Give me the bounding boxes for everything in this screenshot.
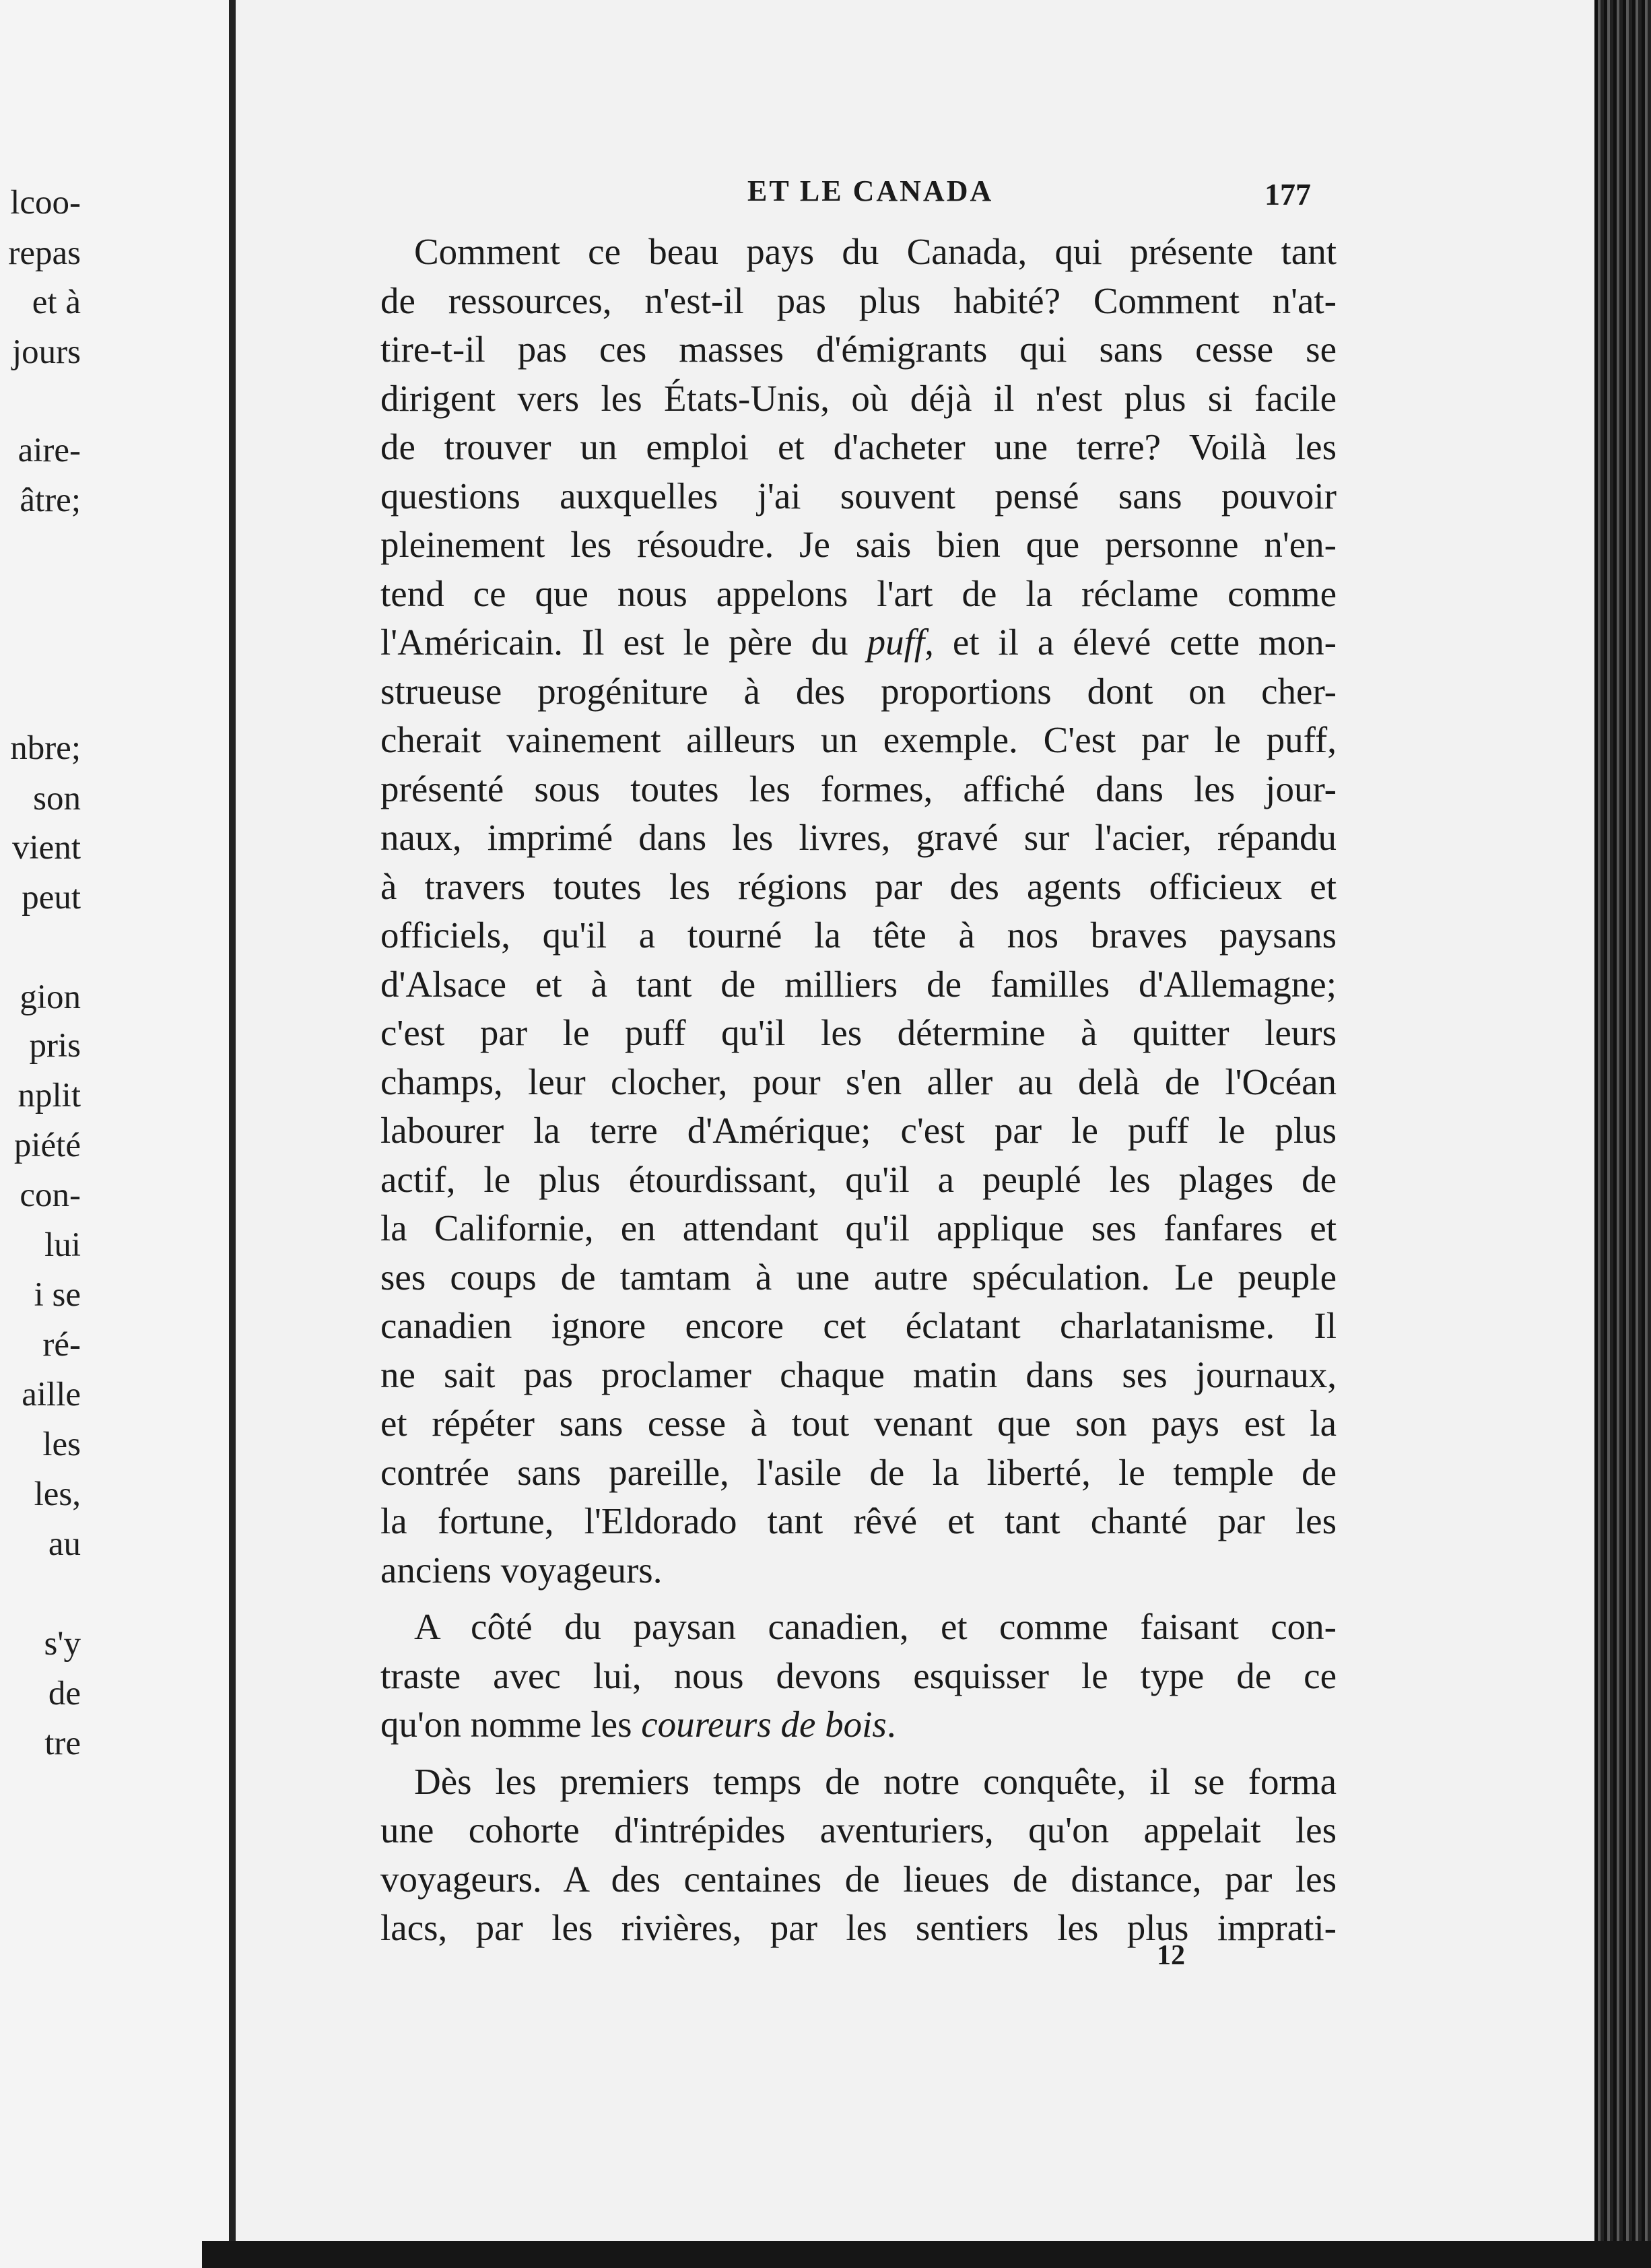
left-page-line: son bbox=[33, 780, 81, 818]
left-page-line: con- bbox=[20, 1176, 81, 1214]
left-page-line: et à bbox=[32, 284, 81, 321]
text-line: naux, imprimé dans les livres, gravé sur l'acier, répandu bbox=[380, 817, 1337, 858]
text-line: ses coups de tamtam à une autre spéculation. Le peuple bbox=[380, 1256, 1337, 1298]
text-line: c'est par le puff qu'il les détermine à quitter leurs bbox=[380, 1012, 1337, 1053]
left-page-line: jours bbox=[12, 333, 81, 371]
left-page-line: lui bbox=[44, 1226, 81, 1264]
text-line bbox=[380, 1700, 1337, 1749]
left-page-line: de bbox=[48, 1675, 81, 1712]
text-line: de trouver un emploi et d'acheter une terre? Voilà les bbox=[380, 426, 1337, 467]
text-line: questions auxquelles j'ai souvent pensé sans pouvoir bbox=[380, 475, 1337, 516]
facing-page-fragment bbox=[0, 0, 234, 2268]
paragraph-gap bbox=[380, 1595, 1337, 1603]
text-line: à travers toutes les régions par des agents officieux et bbox=[380, 865, 1337, 907]
text-run: qu'on nomme les bbox=[380, 1704, 642, 1745]
left-page-line: ré- bbox=[42, 1326, 81, 1364]
text-line: Comment ce beau pays du Canada, qui présente tant bbox=[414, 231, 1337, 272]
text-line: contrée sans pareille, l'asile de la liberté, le temple de bbox=[380, 1451, 1337, 1493]
left-page-line: aire- bbox=[18, 432, 81, 469]
text-line: de ressources, n'est-il pas plus habité? Comment n'at- bbox=[380, 279, 1337, 321]
running-head: ET LE CANADA bbox=[747, 174, 994, 207]
left-page-line: s'y bbox=[44, 1625, 81, 1663]
left-page-line: repas bbox=[8, 234, 81, 272]
body-text bbox=[380, 228, 1337, 1953]
page-stack-edge bbox=[1594, 0, 1651, 2268]
text-run: et il a élevé cette mon- bbox=[933, 622, 1337, 663]
signature-mark: 12 bbox=[1157, 1940, 1185, 1971]
italic-phrase: coureurs de bois bbox=[641, 1704, 887, 1745]
text-line: traste avec lui, nous devons esquisser le type de ce bbox=[380, 1655, 1337, 1696]
text-line: actif, le plus étourdissant, qu'il a peuplé les plages de bbox=[380, 1158, 1337, 1200]
italic-word: puff, bbox=[867, 622, 934, 663]
text-line: champs, leur clocher, pour s'en aller au delà de l'Océan bbox=[380, 1061, 1337, 1102]
left-page-line: vient bbox=[12, 829, 81, 867]
text-line: anciens voyageurs. bbox=[380, 1549, 663, 1591]
text-line: d'Alsace et à tant de milliers de familles d'Allemagne; bbox=[380, 963, 1337, 1005]
left-page-line: nplit bbox=[18, 1077, 81, 1114]
scan-bottom-edge bbox=[202, 2241, 1651, 2268]
text-line: présenté sous toutes les formes, affiché dans les jour- bbox=[380, 768, 1337, 809]
text-line: et répéter sans cesse à tout venant que son pays est la bbox=[380, 1403, 1337, 1444]
text-run: . bbox=[886, 1704, 896, 1745]
text-line: labourer la terre d'Amérique; c'est par le puff le plus bbox=[380, 1110, 1337, 1151]
page-number: 177 bbox=[1265, 177, 1311, 211]
paragraph-gap bbox=[380, 1749, 1337, 1758]
left-page-line: nbre; bbox=[10, 729, 81, 767]
text-line: ne sait pas proclamer chaque matin dans ses journaux, bbox=[380, 1354, 1337, 1395]
text-line: tend ce que nous appelons l'art de la réclame comme bbox=[380, 572, 1337, 614]
text-line: la Californie, en attendant qu'il applique ses fanfares et bbox=[380, 1207, 1337, 1248]
left-page-line: peut bbox=[22, 879, 81, 916]
left-page-line: les bbox=[42, 1426, 81, 1463]
text-line: pleinement les résoudre. Je sais bien que personne n'en- bbox=[380, 524, 1337, 565]
text-line bbox=[380, 618, 1337, 667]
left-page-line: aille bbox=[22, 1376, 81, 1413]
text-line: A côté du paysan canadien, et comme faisant con- bbox=[414, 1606, 1337, 1647]
text-line: officiels, qu'il a tourné la tête à nos braves paysans bbox=[380, 914, 1337, 956]
text-line: dirigent vers les États-Unis, où déjà il n'est plus si facile bbox=[380, 377, 1337, 419]
text-line: une cohorte d'intrépides aventuriers, qu'on appelait les bbox=[380, 1809, 1337, 1850]
text-line: la fortune, l'Eldorado tant rêvé et tant chanté par les bbox=[380, 1500, 1337, 1541]
left-page-line: tre bbox=[44, 1725, 81, 1762]
text-line: cherait vainement ailleurs un exemple. C'est par le puff, bbox=[380, 719, 1337, 760]
left-page-line: âtre; bbox=[20, 481, 81, 519]
left-page-line: au bbox=[48, 1525, 81, 1563]
left-page-line: i se bbox=[34, 1276, 81, 1314]
left-page-line: piété bbox=[13, 1127, 81, 1164]
left-page-line: gion bbox=[20, 978, 81, 1016]
text-line: tire-t-il pas ces masses d'émigrants qui sans cesse se bbox=[380, 329, 1337, 370]
text-line: strueuse progéniture à des proportions dont on cher- bbox=[380, 670, 1337, 712]
text-line: Dès les premiers temps de notre conquête, il se forma bbox=[414, 1760, 1337, 1802]
text-line: lacs, par les rivières, par les sentiers les plus imprati- bbox=[380, 1907, 1337, 1948]
left-page-line: pris bbox=[29, 1027, 81, 1065]
text-line: canadien ignore encore cet éclatant charlatanisme. Il bbox=[380, 1305, 1337, 1346]
text-line: voyageurs. A des centaines de lieues de distance, par les bbox=[380, 1858, 1337, 1900]
text-run: l'Américain. Il est le père du bbox=[380, 622, 867, 663]
left-page-line: les, bbox=[34, 1475, 81, 1513]
left-page-line: lcoo- bbox=[10, 184, 81, 222]
book-gutter bbox=[229, 0, 236, 2268]
